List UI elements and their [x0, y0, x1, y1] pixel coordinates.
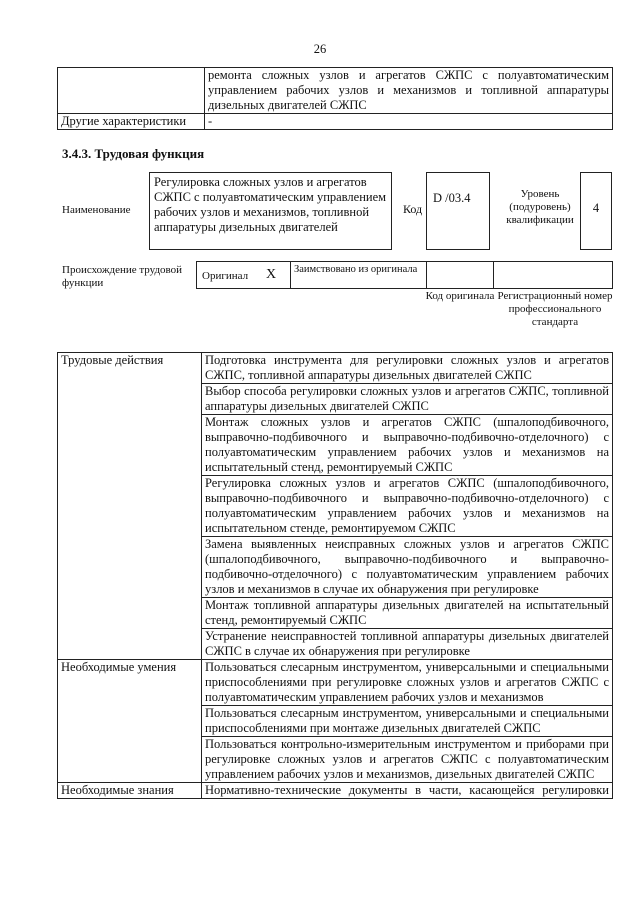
borrowed-label: Заимствовано из оригинала — [290, 261, 427, 289]
name-label: Наименование — [62, 204, 131, 216]
qualification-level-label: Уровень (подуровень) квалификации — [506, 188, 574, 226]
labor-action-item: Регулировка сложных узлов и агрегатов СЖПС (шпалоподбивочного, выправочно-подбивочного и выправочно-подбивочно-отделочного) с полуавтоматическим управлением рабочих узлов и механизмов на испытательном стенде, ремонтируемом СЖПС — [202, 476, 613, 537]
reg-number-cell — [493, 261, 613, 289]
skill-item: Пользоваться слесарным инструментом, универсальными и специальными приспособлениями при монтаже дизельных двигателей СЖПС — [202, 706, 613, 737]
continuation-text: ремонта сложных узлов и агрегатов СЖПС с полуавтоматическим управлением рабочих узлов и механизмов и топливной аппаратуры дизельных двигателей СЖПС — [205, 68, 613, 114]
code-original-caption: Код оригинала — [425, 290, 495, 302]
skill-item: Пользоваться контрольно-измерительным инструментом и приборами при регулировке сложных узлов и агрегатов СЖПС с полуавтоматическим управлением рабочих узлов и механизмов, дизельных двигателей СЖПС — [202, 737, 613, 783]
origin-row — [196, 261, 613, 289]
skills-label: Необходимые умения — [58, 660, 202, 783]
labor-action-item: Устранение неисправностей топливной аппаратуры дизельных двигателей СЖПС в случае их обнаружения при регулировке — [202, 629, 613, 660]
labor-action-item: Выбор способа регулировки сложных узлов и агрегатов СЖПС, топливной аппаратуры дизельных двигателей СЖПС — [202, 384, 613, 415]
knowledge-item: Нормативно-технические документы в части, касающейся регулировки — [202, 783, 613, 799]
original-mark: X — [266, 267, 277, 282]
other-characteristics-label: Другие характеристики — [58, 114, 205, 130]
function-name-box: Регулировка сложных узлов и агрегатов СЖПС с полуавтоматическим управлением рабочих узлов и механизмов, топливной аппаратуры дизельных двигателей — [149, 172, 392, 250]
original-cell — [196, 261, 291, 289]
other-characteristics-value: - — [205, 114, 613, 130]
labor-action-item: Замена выявленных неисправных сложных узлов и агрегатов СЖПС (шпалоподбивочного, выправочно-подбивочного и выправочно-подбивочно-отделочного) с полуавтоматическим управлением рабочих узлов и механизмов в случае их обнаружения при регулировке — [202, 537, 613, 598]
code-original-cell — [426, 261, 494, 289]
reg-number-caption: Регистрационный номер профессионального стандарта — [497, 290, 613, 328]
labor-action-item: Монтаж топливной аппаратуры дизельных двигателей на испытательный стенд, ремонтируемый СЖПС — [202, 598, 613, 629]
code-value-box: D /03.4 — [426, 172, 490, 250]
original-label: Оригинал — [202, 270, 249, 282]
skill-item: Пользоваться слесарным инструментом, универсальными и специальными приспособлениями при регулировке сложных узлов и агрегатов СЖПС с полуавтоматическим управлением рабочих узлов и механизмов — [202, 660, 613, 706]
qualification-level-box: 4 — [580, 172, 612, 250]
top-empty-cell — [58, 68, 205, 114]
labor-action-item: Монтаж сложных узлов и агрегатов СЖПС (шпалоподбивочного, выправочно-подбивочного и выправочно-подбивочно-отделочного) с полуавтоматическим управлением рабочих узлов и механизмов на испытательный стенд, ремонтируемый СЖПС — [202, 415, 613, 476]
labor-actions-label: Трудовые действия — [58, 353, 202, 660]
labor-function-table — [57, 352, 613, 799]
knowledge-label: Необходимые знания — [58, 783, 202, 799]
section-heading: 3.4.3. Трудовая функция — [62, 146, 205, 161]
code-label: Код — [403, 202, 423, 216]
labor-action-item: Подготовка инструмента для регулировки сложных узлов и агрегатов СЖПС, топливной аппаратуры дизельных двигателей СЖПС — [202, 353, 613, 384]
origin-label: Происхождение трудовой функции — [62, 264, 183, 289]
top-continuation-table — [57, 67, 613, 130]
page-number: 26 — [313, 42, 327, 56]
